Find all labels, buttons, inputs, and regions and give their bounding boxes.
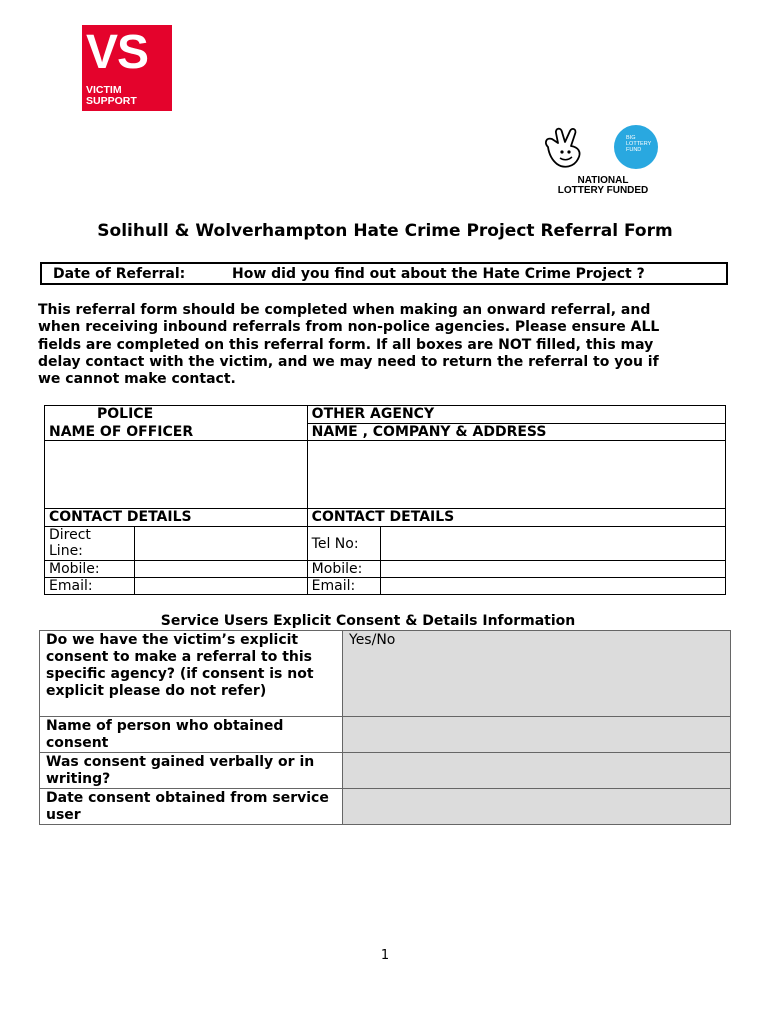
svg-text:BIG: BIG: [626, 135, 636, 141]
police-contact-details-label: CONTACT DETAILS: [45, 509, 308, 527]
direct-line-field[interactable]: [134, 527, 307, 561]
police-mobile-label: Mobile:: [45, 561, 135, 578]
agency-email-field[interactable]: [380, 578, 725, 595]
lottery-caption-line-2: LOTTERY FUNDED: [557, 185, 649, 196]
logo-text: [86, 85, 137, 107]
lottery-caption-line-1: NATIONAL: [577, 175, 629, 186]
intro-line: we cannot make contact.: [38, 371, 236, 388]
police-heading: POLICE: [45, 406, 308, 424]
police-email-field[interactable]: [134, 578, 307, 595]
tel-no-label: Tel No:: [307, 527, 380, 561]
intro-line: when receiving inbound referrals from non-police agencies. Please ensure ALL: [38, 319, 660, 336]
agency-mobile-label: Mobile:: [307, 561, 380, 578]
consent-answer-field[interactable]: [343, 717, 731, 753]
tel-no-field[interactable]: [380, 527, 725, 561]
logo-line-2: SUPPORT: [86, 95, 137, 107]
name-of-officer-label: NAME OF OFFICER: [45, 424, 308, 441]
consent-question: Was consent gained verbally or in writing?: [40, 753, 343, 789]
referral-source-label: How did you find out about the Hate Crime Project ?: [232, 266, 645, 282]
agency-mobile-field[interactable]: [380, 561, 725, 578]
lottery-hand-icon: [540, 125, 670, 175]
form-title: Solihull & Wolverhampton Hate Crime Project Referral Form: [97, 221, 673, 241]
agency-name-address-label: NAME , COMPANY & ADDRESS: [307, 424, 725, 441]
logo-mark: VS: [86, 26, 149, 79]
agency-email-label: Email:: [307, 578, 380, 595]
intro-line: This referral form should be completed when making an onward referral, and: [38, 302, 651, 318]
svg-text:LOTTERY: LOTTERY: [626, 141, 652, 147]
referral-date-box[interactable]: [40, 262, 728, 285]
logo-line-1: VICTIM: [86, 84, 122, 96]
consent-heading: Service Users Explicit Consent & Details Information: [160, 613, 576, 629]
consent-question: Do we have the victim’s explicit consent to make a referral to this specific agency? (if consent is not explicit please do not refer): [40, 631, 343, 717]
police-email-label: Email:: [45, 578, 135, 595]
direct-line-text: Direct: [49, 527, 91, 543]
consent-answer-field[interactable]: [343, 753, 731, 789]
agency-name-address-field[interactable]: [307, 441, 725, 509]
intro-line: delay contact with the victim, and we may need to return the referral to you if: [38, 353, 659, 370]
intro-line: fields are completed on this referral form. If all boxes are NOT filled, this may: [38, 336, 654, 353]
consent-answer-field[interactable]: [343, 789, 731, 825]
consent-answer-field[interactable]: Yes/No: [343, 631, 731, 717]
consent-table: [39, 630, 731, 825]
officer-name-field[interactable]: [45, 441, 308, 509]
agency-table: [44, 405, 726, 595]
intro-paragraph: [38, 302, 738, 388]
lottery-caption: [536, 176, 670, 196]
agency-contact-details-label: CONTACT DETAILS: [307, 509, 725, 527]
date-of-referral-label: Date of Referral:: [53, 266, 186, 282]
police-mobile-field[interactable]: [134, 561, 307, 578]
direct-line-text: Line:: [49, 543, 83, 559]
consent-question: Name of person who obtained consent: [40, 717, 343, 753]
victim-support-logo: [82, 25, 172, 111]
other-agency-heading: OTHER AGENCY: [307, 406, 725, 424]
page-number: 1: [380, 948, 390, 963]
consent-question: Date consent obtained from service user: [40, 789, 343, 825]
direct-line-label: [45, 527, 135, 561]
svg-text:FUND: FUND: [626, 147, 642, 153]
